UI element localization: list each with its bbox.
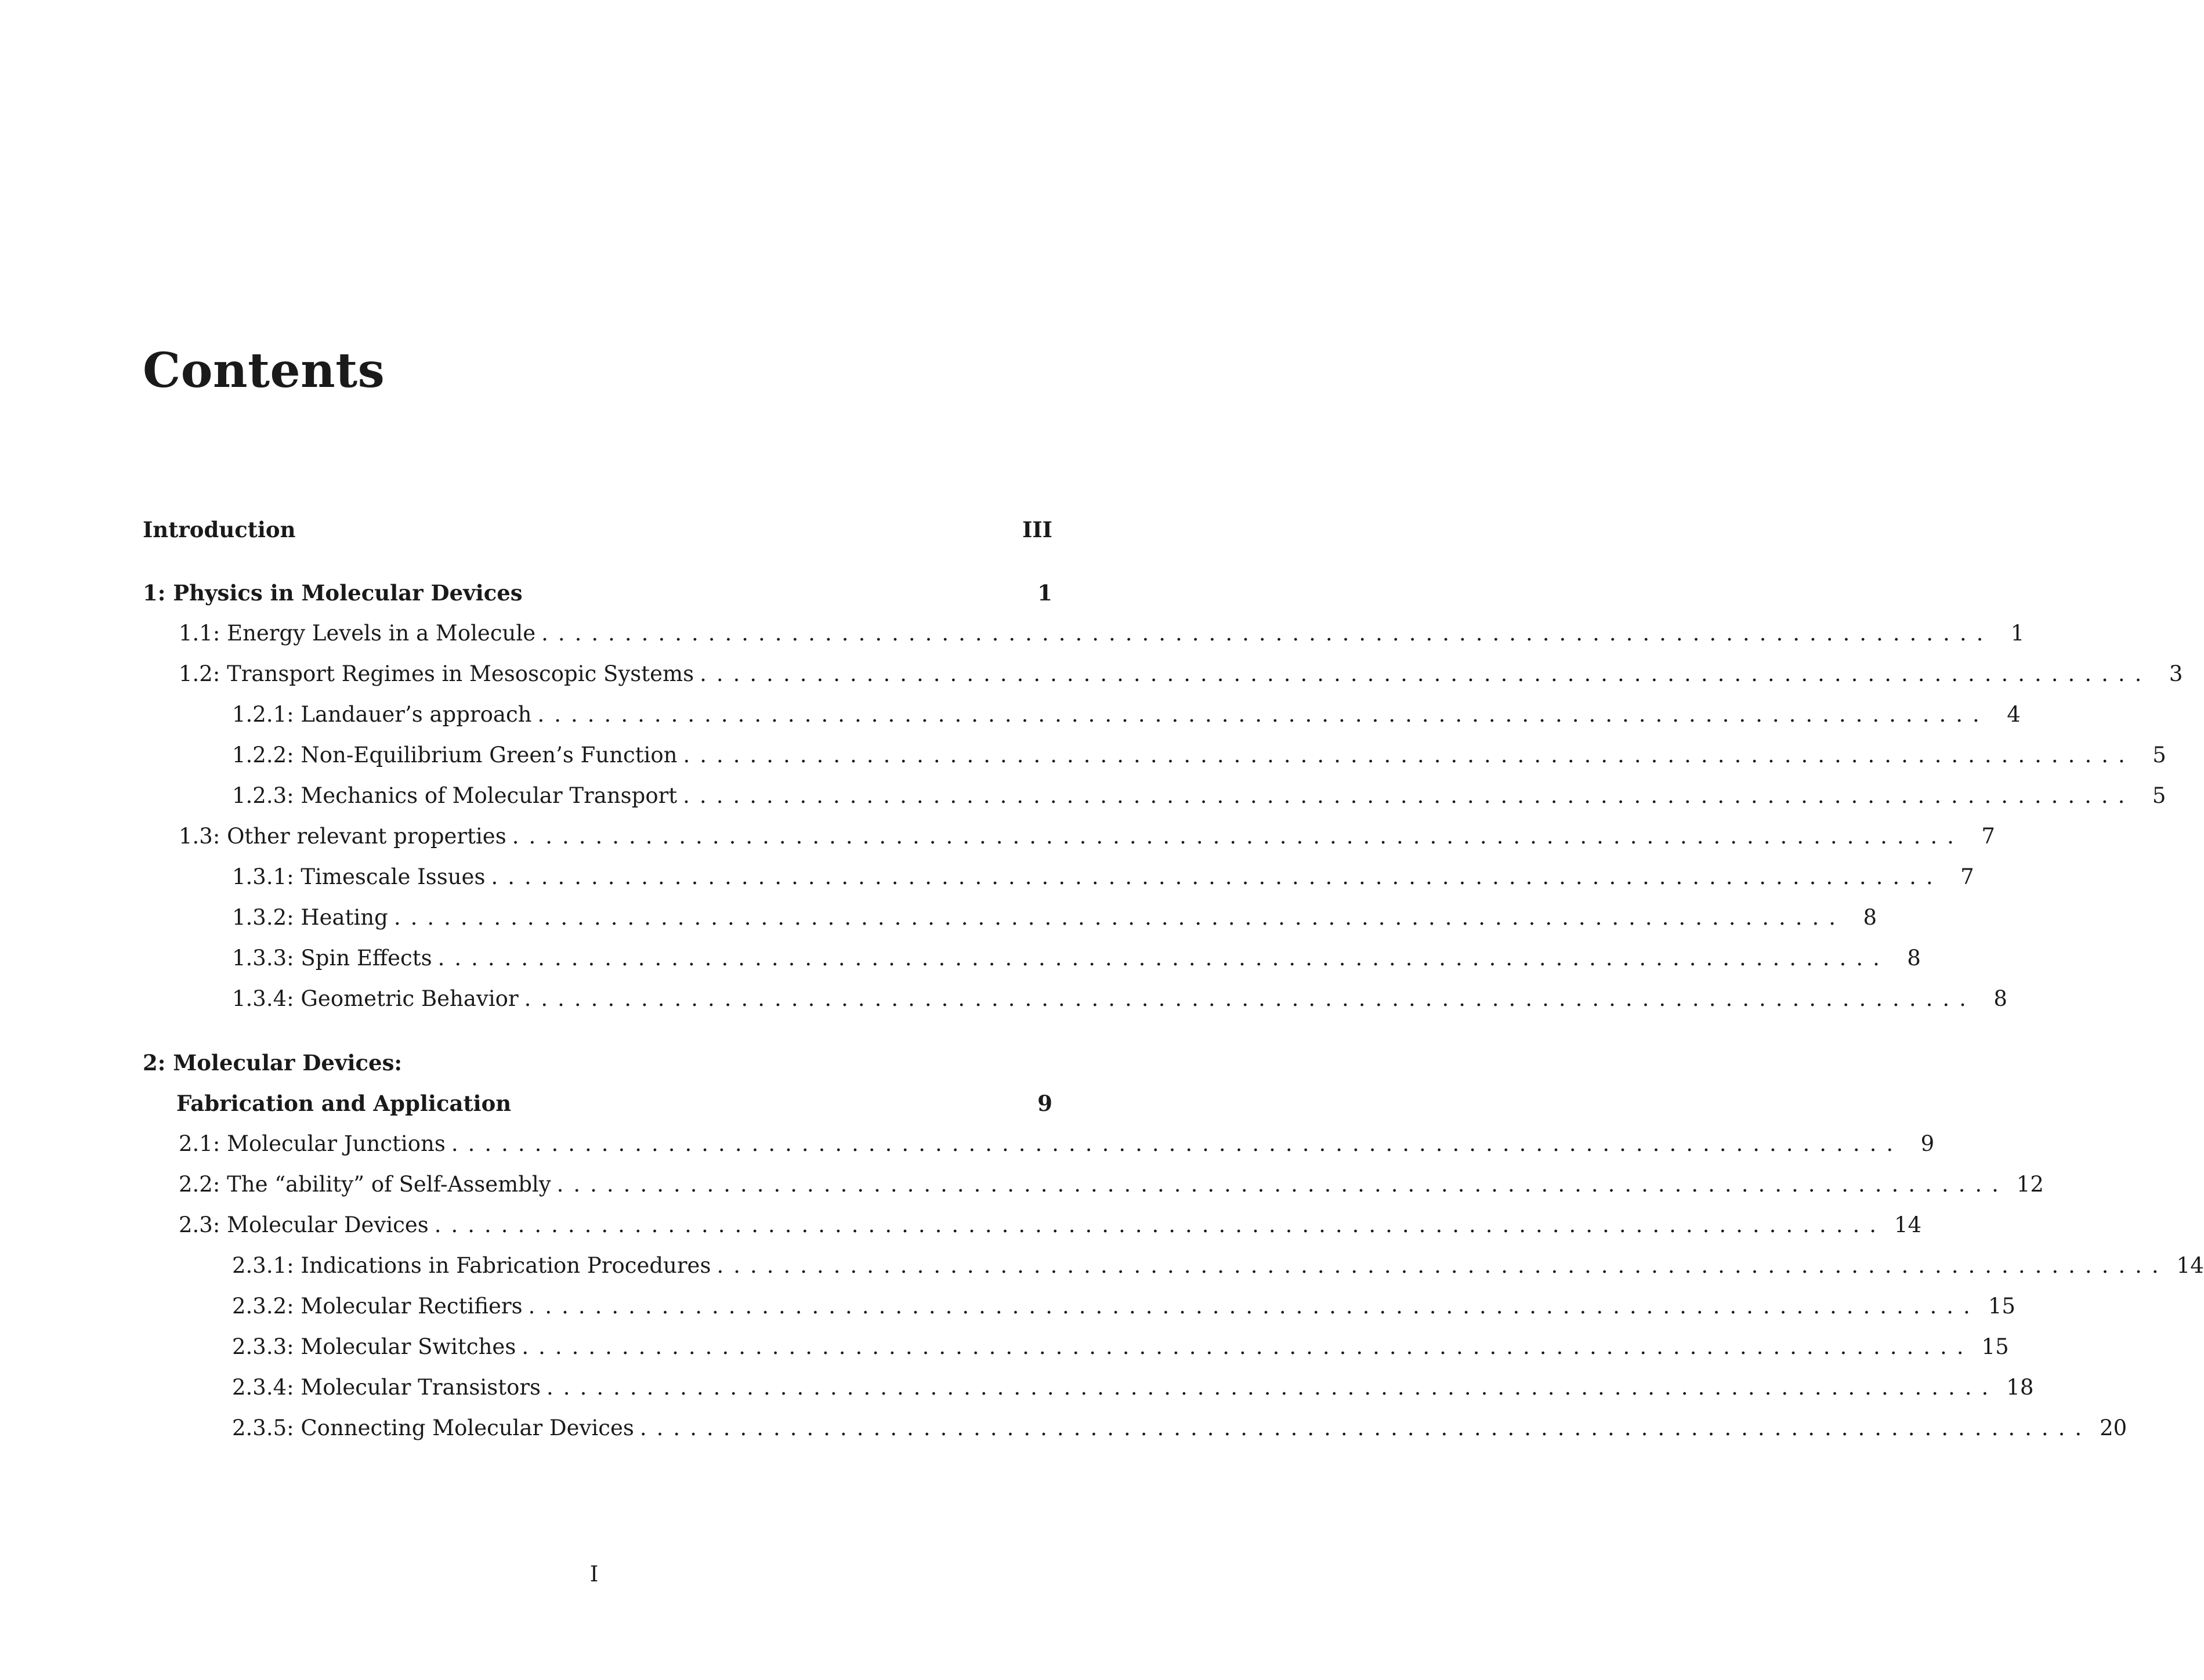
toc-entry-title: 1.3.3: Spin Effects — [232, 946, 432, 971]
toc-entry-title: 1.2.3: Mechanics of Molecular Transport — [232, 783, 678, 808]
toc-entry-section-1-3-1[interactable] — [143, 864, 1974, 899]
toc-entry-section-2-3-1[interactable] — [143, 1253, 2204, 1288]
toc-entry-section-1-2-2[interactable] — [143, 743, 2166, 777]
toc-entry-title: 2.3: Molecular Devices — [179, 1212, 429, 1237]
toc-entry-chapter-2[interactable] — [143, 1050, 1052, 1085]
toc-entry-page: 7 — [1960, 864, 1974, 889]
toc-entry-title: 2.3.4: Molecular Transistors — [232, 1375, 541, 1400]
toc-entry-title: 2.2: The “ability” of Self-Assembly — [179, 1172, 551, 1197]
leader-dots: ....................................................................................... — [683, 743, 2135, 767]
toc-entry-section-2-2[interactable] — [143, 1172, 2044, 1207]
toc-entry-page: 18 — [2006, 1375, 2034, 1400]
leader-dots: ....................................................................................... — [547, 1375, 1999, 1400]
toc-entry-page: 8 — [1907, 946, 1921, 971]
toc-entry-section-1-3-4[interactable] — [143, 986, 2007, 1021]
toc-entry-page: 14 — [2176, 1253, 2204, 1278]
leader-dots: ....................................................................................... — [528, 1294, 1980, 1319]
toc-entry-title: 1.2: Transport Regimes in Mesoscopic Systems — [179, 661, 694, 686]
toc-entry-page: 20 — [2100, 1415, 2127, 1440]
toc-entry-section-1-2-3[interactable] — [143, 783, 2166, 818]
leader-dots: ....................................................................................... — [434, 1212, 1886, 1237]
toc-entry-page: 3 — [2169, 661, 2183, 686]
toc-entry-title: 1.3.4: Geometric Behavior — [232, 986, 519, 1011]
toc-entry-title: Fabrication and Application — [176, 1091, 512, 1116]
page-title: Contents — [143, 343, 385, 399]
toc-entry-chapter-1[interactable] — [143, 580, 1052, 615]
leader-dots: ....................................................................................... — [700, 661, 2152, 686]
leader-dots: ....................................................................................... — [393, 905, 1846, 930]
toc-entry-title: 2.3.1: Indications in Fabrication Procedures — [232, 1253, 711, 1278]
toc-entry-page: 14 — [1894, 1212, 1922, 1237]
toc-entry-introduction[interactable] — [143, 517, 1052, 552]
toc-entry-page: 9 — [1920, 1131, 1935, 1156]
toc-entry-title: 2.3.5: Connecting Molecular Devices — [232, 1415, 634, 1440]
toc-entry-section-2-3-4[interactable] — [143, 1375, 2034, 1410]
toc-entry-page: 15 — [1981, 1334, 2009, 1359]
leader-dots: ....................................................................................... — [512, 824, 1964, 849]
toc-entry-page: 7 — [1981, 824, 1995, 849]
toc-entry-title: 2.3.3: Molecular Switches — [232, 1334, 516, 1359]
toc-entry-section-1-3[interactable] — [143, 824, 1995, 859]
toc-entry-page: 15 — [1988, 1294, 2015, 1319]
leader-dots: ....................................................................................... — [556, 1172, 2008, 1197]
toc-entry-section-2-3-3[interactable] — [143, 1334, 2009, 1369]
toc-entry-title: 1.3: Other relevant properties — [179, 824, 506, 849]
toc-entry-title: 1.2.1: Landauer’s approach — [232, 702, 532, 727]
leader-dots: ....................................................................................... — [451, 1131, 1903, 1156]
toc-entry-page: 1 — [2010, 621, 2025, 646]
toc-entry-title: 1.1: Energy Levels in a Molecule — [179, 621, 536, 646]
toc-entry-title: 1: Physics in Molecular Devices — [143, 580, 523, 606]
toc-entry-page: 8 — [1863, 905, 1877, 930]
toc-entry-title: 2.3.2: Molecular Rectifiers — [232, 1294, 523, 1319]
leader-dots: ....................................................................................... — [491, 864, 1943, 889]
toc-entry-page: III — [1022, 517, 1052, 542]
toc-entry-title: 1.2.2: Non-Equilibrium Green’s Function — [232, 743, 678, 767]
toc-entry-title: 1.3.1: Timescale Issues — [232, 864, 486, 889]
toc-entry-section-1-3-2[interactable] — [143, 905, 1877, 940]
toc-entry-title: 2: Molecular Devices: — [143, 1050, 403, 1076]
toc-entry-page: 12 — [2016, 1172, 2044, 1197]
leader-dots: ....................................................................................... — [437, 946, 1890, 971]
toc-entry-title: Introduction — [143, 517, 296, 542]
leader-dots: ....................................................................................... — [537, 702, 1989, 727]
toc-entry-title: 1.3.2: Heating — [232, 905, 388, 930]
page-folio: I — [589, 1562, 599, 1587]
toc-entry-section-2-3-5[interactable] — [143, 1415, 2127, 1450]
leader-dots: ....................................................................................... — [716, 1253, 2169, 1278]
toc-entry-page: 5 — [2152, 743, 2166, 767]
leader-dots: ....................................................................................... — [683, 783, 2135, 808]
toc-entry-section-1-3-3[interactable] — [143, 946, 1921, 980]
toc-entry-section-1-2-1[interactable] — [143, 702, 2021, 737]
toc-entry-section-2-1[interactable] — [143, 1131, 1935, 1166]
leader-dots: ....................................................................................... — [524, 986, 1976, 1011]
toc-entry-section-2-3-2[interactable] — [143, 1294, 2015, 1328]
toc-entry-page: 8 — [1993, 986, 2007, 1011]
leader-dots: ....................................................................................... — [541, 621, 1993, 646]
toc-entry-section-2-3[interactable] — [143, 1212, 1922, 1247]
toc-entry-page: 1 — [1037, 580, 1052, 606]
toc-entry-page: 4 — [2007, 702, 2021, 727]
toc-entry-section-1-2[interactable] — [143, 661, 2183, 696]
leader-dots: ....................................................................................... — [522, 1334, 1974, 1359]
toc-entry-chapter-2-continued[interactable] — [143, 1091, 1052, 1125]
toc-entry-section-1-1[interactable] — [143, 621, 2025, 656]
toc-entry-page: 5 — [2152, 783, 2166, 808]
toc-entry-page: 9 — [1037, 1091, 1052, 1116]
leader-dots: ....................................................................................... — [639, 1415, 2092, 1440]
toc-entry-title: 2.1: Molecular Junctions — [179, 1131, 446, 1156]
